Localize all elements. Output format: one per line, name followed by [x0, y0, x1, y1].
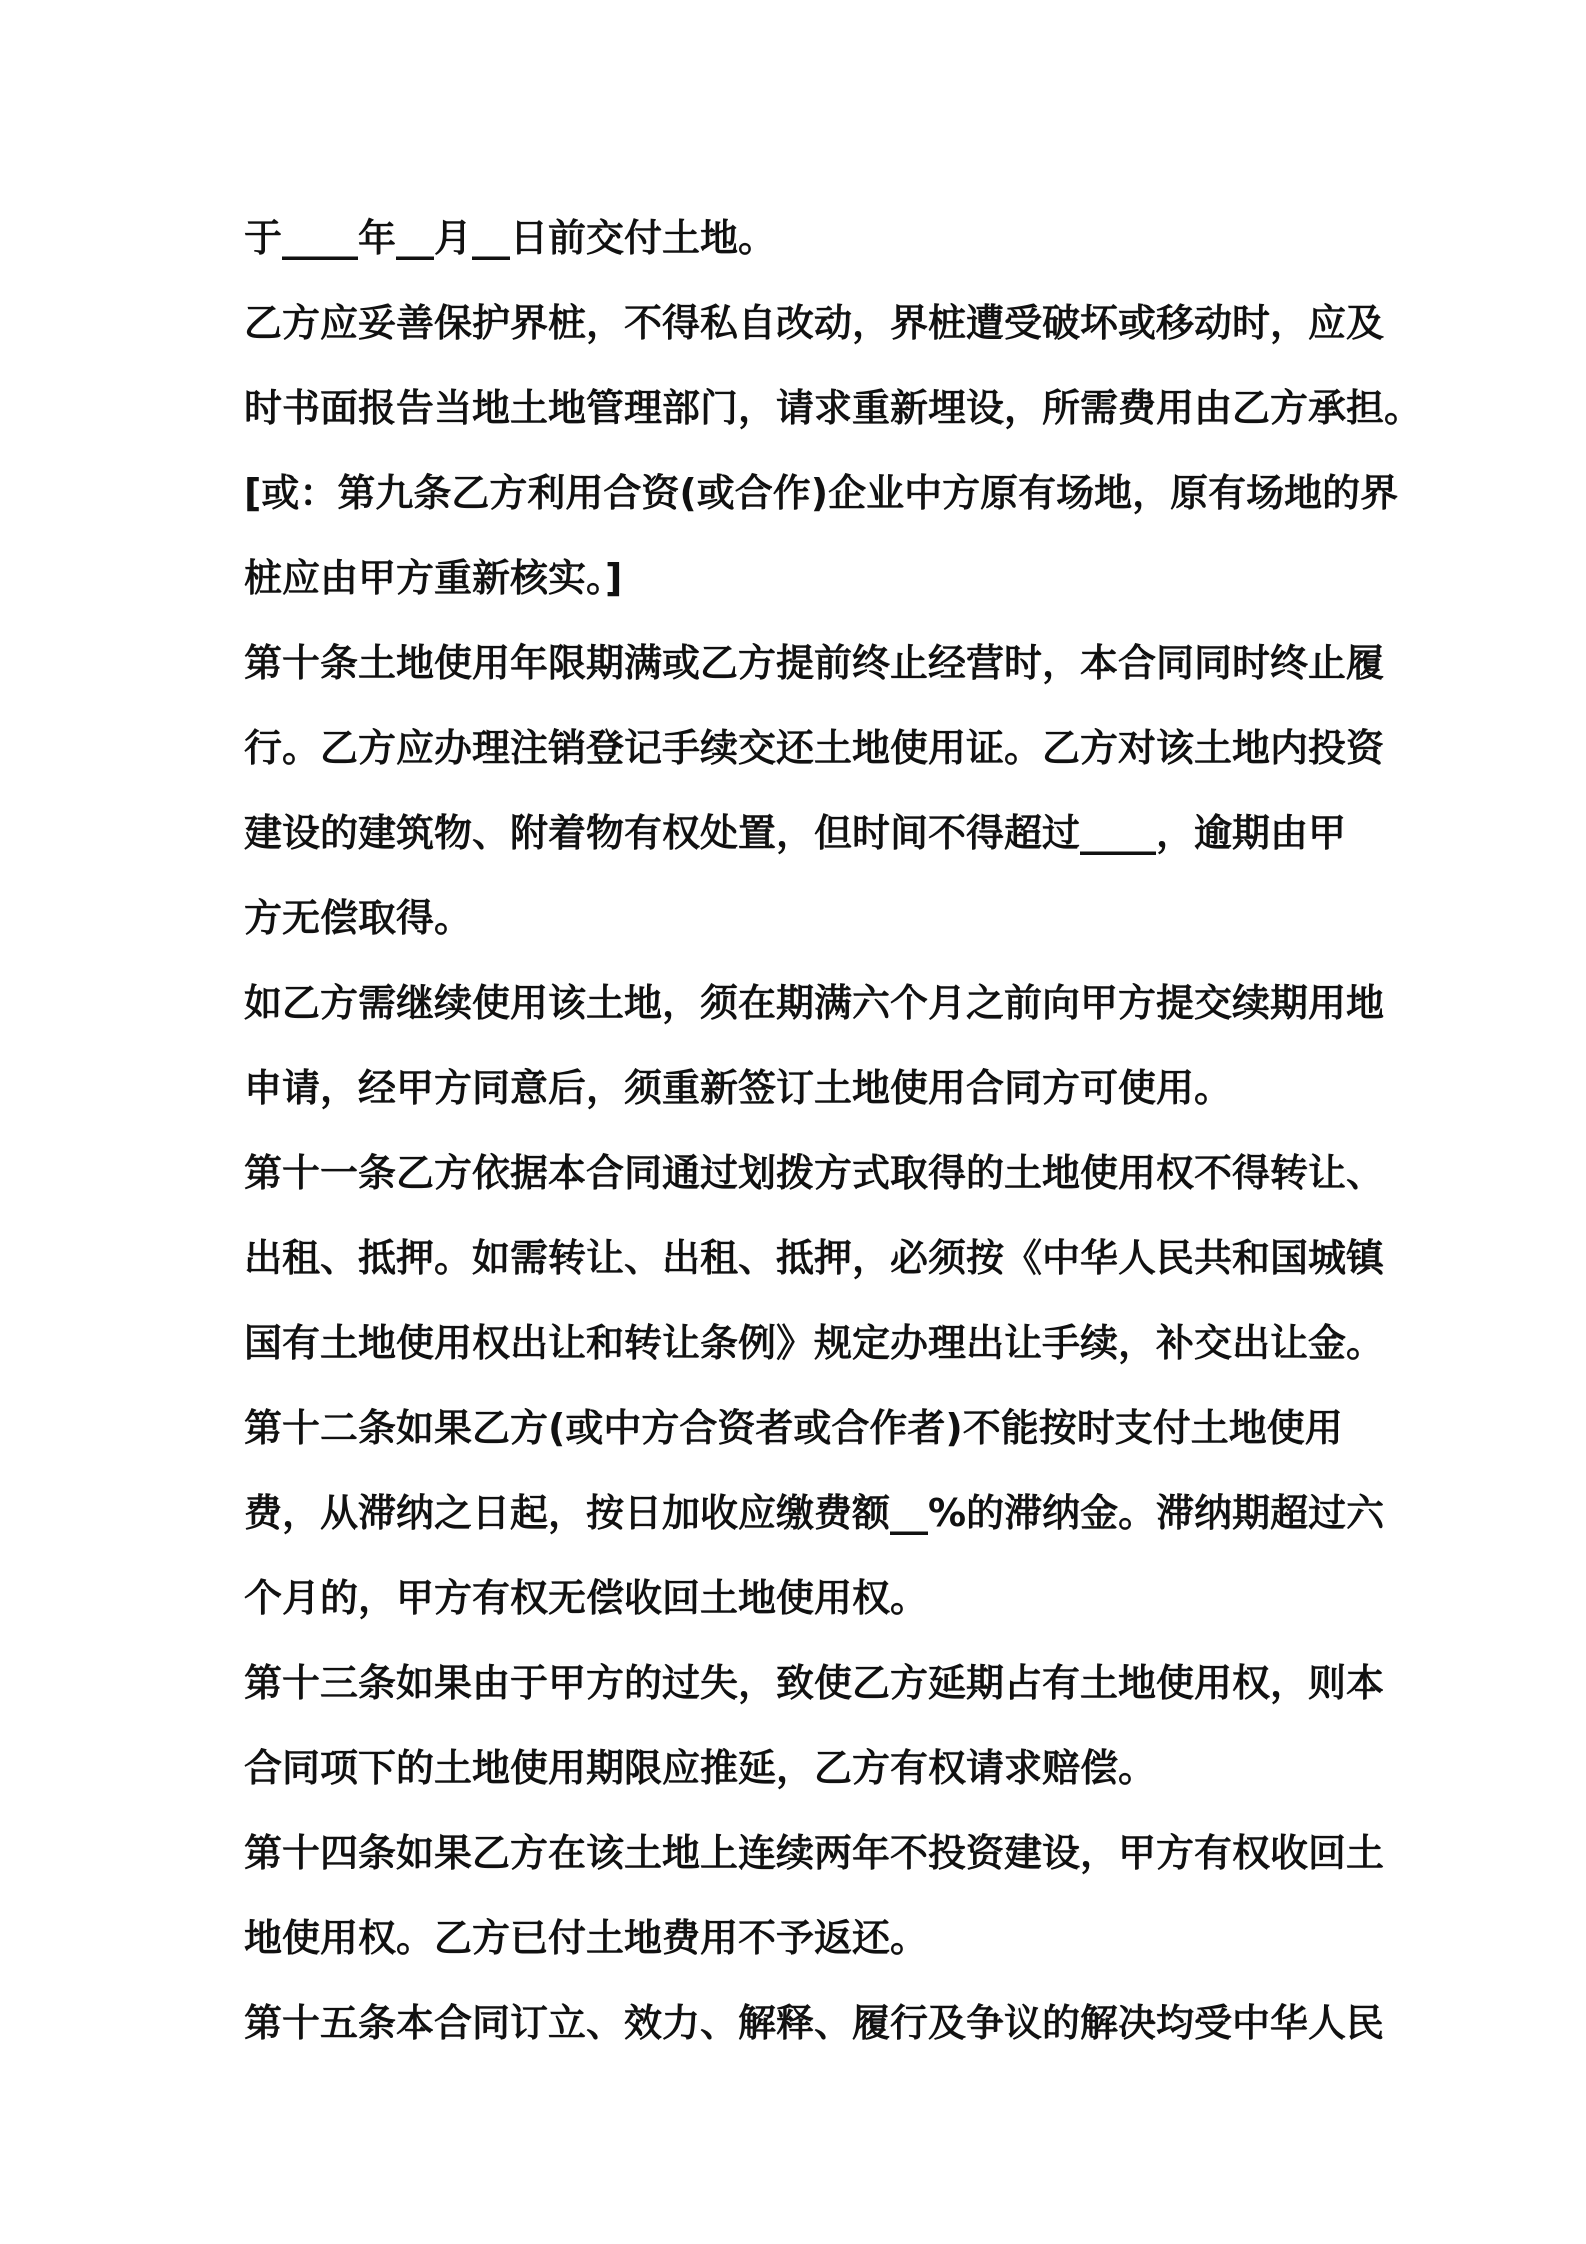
text-line: 地使用权。乙方已付土地费用不予返还。 — [244, 1916, 929, 1960]
text-line: 合同项下的土地使用期限应推延，乙方有权请求赔偿。 — [244, 1746, 1157, 1790]
text-line: 第十一条乙方依据本合同通过划拨方式取得的土地使用权不得转让、 — [244, 1151, 1385, 1195]
text-line: 个月的，甲方有权无偿收回土地使用权。 — [244, 1576, 929, 1620]
text-line: 第十条土地使用年限期满或乙方提前终止经营时，本合同同时终止履 — [244, 641, 1385, 685]
text-line: 桩应由甲方重新核实。] — [244, 556, 623, 600]
text-line: 建设的建筑物、附着物有权处置，但时间不得超过____，逾期由甲 — [244, 811, 1347, 855]
text-line: 时书面报告当地土地管理部门，请求重新埋设，所需费用由乙方承担。 — [244, 386, 1423, 430]
text-line: 第十三条如果由于甲方的过失，致使乙方延期占有土地使用权，则本 — [244, 1661, 1385, 1705]
text-line: 国有土地使用权出让和转让条例》规定办理出让手续，补交出让金。 — [244, 1321, 1385, 1365]
text-line: 出租、抵押。如需转让、出租、抵押，必须按《中华人民共和国城镇 — [244, 1236, 1385, 1280]
text-line: 行。乙方应办理注销登记手续交还土地使用证。乙方对该土地内投资 — [244, 726, 1385, 770]
text-line: 第十五条本合同订立、效力、解释、履行及争议的解决均受中华人民 — [244, 2001, 1385, 2045]
text-line: 方无偿取得。 — [244, 896, 473, 940]
text-line: 乙方应妥善保护界桩，不得私自改动，界桩遭受破坏或移动时，应及 — [244, 301, 1385, 345]
text-line: 申请，经甲方同意后，须重新签订土地使用合同方可使用。 — [244, 1066, 1233, 1110]
text-line: 第十四条如果乙方在该土地上连续两年不投资建设，甲方有权收回土 — [244, 1831, 1385, 1875]
text-line: 于____年__月__日前交付土地。 — [244, 216, 777, 260]
text-line: 如乙方需继续使用该土地，须在期满六个月之前向甲方提交续期用地 — [244, 981, 1385, 1025]
text-line: 费，从滞纳之日起，按日加收应缴费额__%的滞纳金。滞纳期超过六 — [244, 1491, 1385, 1535]
contract-text-body — [244, 196, 1423, 2066]
text-line: [或：第九条乙方利用合资(或合作)企业中方原有场地，原有场地的界 — [244, 471, 1399, 515]
text-line: 第十二条如果乙方(或中方合资者或合作者)不能按时支付土地使用 — [244, 1406, 1343, 1450]
